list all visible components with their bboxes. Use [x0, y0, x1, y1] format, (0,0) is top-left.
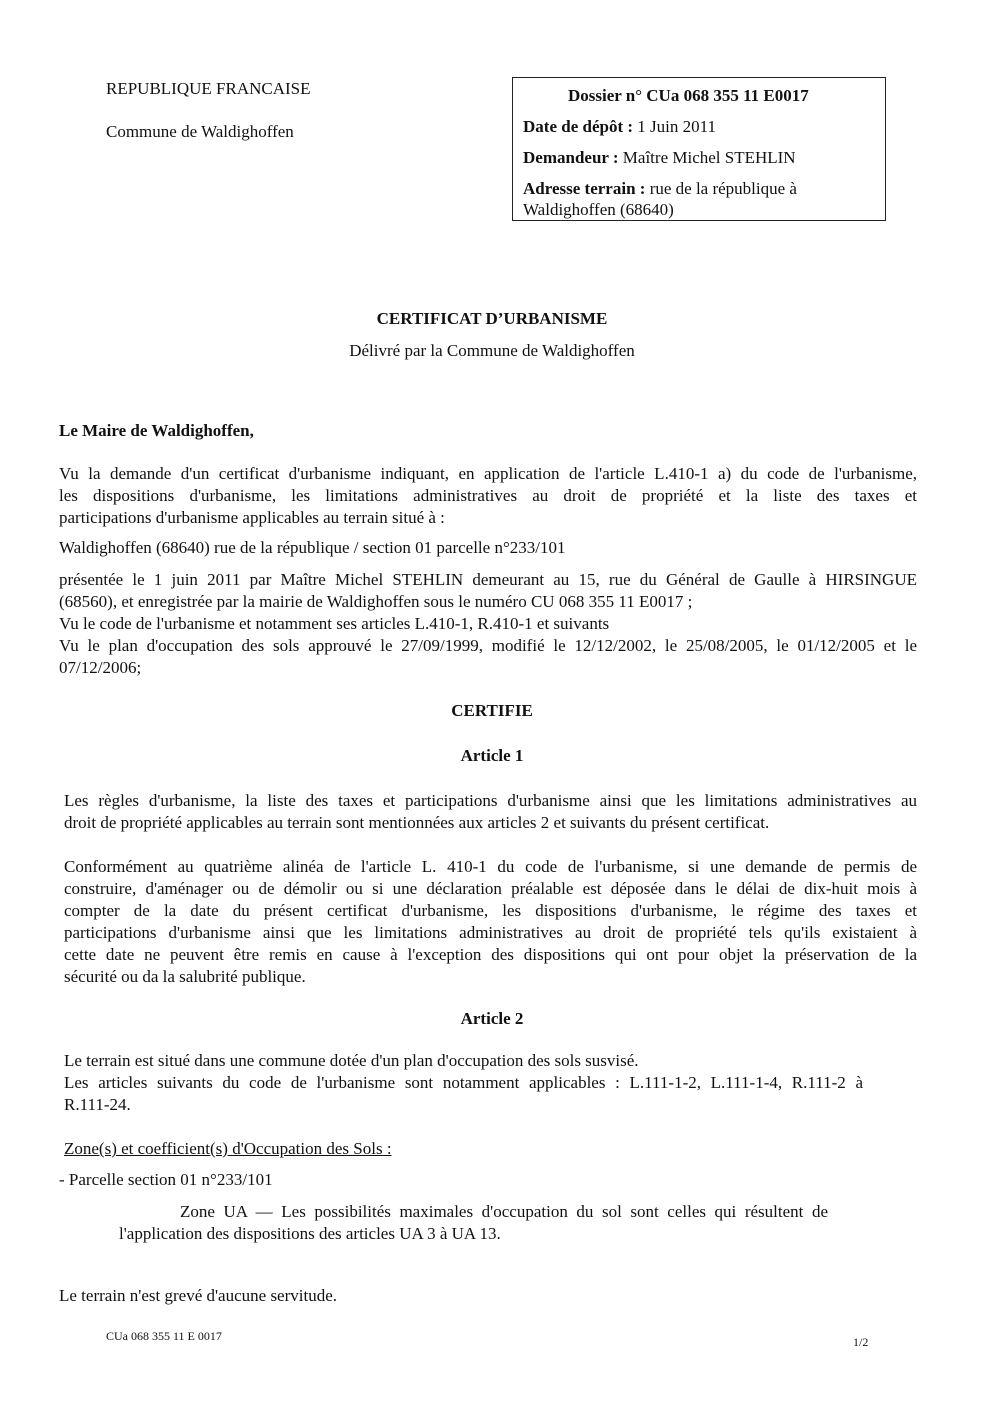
article-1-line: construire, d'aménager ou de démolir ou si une déclaration préalable est déposée dans le délai de dix-huit mois à	[64, 879, 917, 898]
presentee-line: Vu le code de l'urbanisme et notamment ses articles L.410-1, R.410-1 et suivants	[59, 614, 610, 633]
date-depot	[523, 117, 716, 137]
article-1-heading: Article 1	[460, 746, 524, 765]
adresse-value: rue de la république à	[645, 179, 797, 198]
adresse-terrain	[523, 179, 797, 199]
parcelle-item: - Parcelle section 01 n°233/101	[59, 1170, 273, 1189]
presentee-line: 07/12/2006;	[59, 658, 142, 677]
page-number: 1/2	[853, 1335, 869, 1349]
demandeur-label: Demandeur :	[523, 148, 619, 167]
dossier-number: Dossier n° CUa 068 355 11 E0017	[568, 86, 809, 105]
certificate-subtitle: Délivré par la Commune de Waldighoffen	[349, 341, 635, 360]
article-1-line: cette date ne peuvent être remis en cause à l'exception des dispositions qui ont pour objet la préservation de la	[64, 945, 917, 964]
zone-line: l'application des dispositions des articles UA 3 à UA 13.	[119, 1224, 501, 1243]
article-1-line: sécurité ou da la salubrité publique.	[64, 967, 306, 986]
date-depot-label: Date de dépôt :	[523, 117, 634, 136]
demandeur-value: Maître Michel STEHLIN	[618, 148, 796, 167]
article-1-line: Conformément au quatrième alinéa de l'article L. 410-1 du code de l'urbanisme, si une demande de permis de	[64, 857, 917, 876]
commune-label: Commune de Waldighoffen	[106, 122, 294, 141]
vu-line: participations d'urbanisme applicables au terrain situé à :	[59, 508, 445, 527]
vu-line: Vu la demande d'un certificat d'urbanisme indiquant, en application de l'article L.410-1 a) du code de l'urbanisme,	[59, 464, 917, 483]
article-1-line: droit de propriété applicables au terrain sont mentionnées aux articles 2 et suivants du présent certificat.	[64, 813, 770, 832]
demandeur	[523, 148, 796, 168]
article-1-line: compter de la date du présent certificat d'urbanisme, les dispositions d'urbanisme, le régime des taxes et	[64, 901, 917, 920]
maire-heading: Le Maire de Waldighoffen,	[59, 421, 254, 440]
certificate-title: CERTIFICAT D’URBANISME	[376, 309, 608, 328]
republic-label: REPUBLIQUE FRANCAISE	[106, 79, 311, 98]
date-depot-value: 1 Juin 2011	[633, 117, 716, 136]
servitude-text: Le terrain n'est grevé d'aucune servitude.	[59, 1286, 338, 1305]
adresse-line2: Waldighoffen (68640)	[523, 200, 674, 219]
article-2-heading: Article 2	[460, 1009, 524, 1028]
presentee-line: (68560), et enregistrée par la mairie de Waldighoffen sous le numéro CU 068 355 11 E0017 ;	[59, 592, 693, 611]
article-1-line: participations d'urbanisme ainsi que les limitations administratives au droit de propriété tels qu'ils existaient à	[64, 923, 917, 942]
presentee-line: Vu le plan d'occupation des sols approuvé le 27/09/1999, modifié le 12/12/2002, le 25/08/2005, le 01/12/2005 et le	[59, 636, 917, 655]
certifie-heading: CERTIFIE	[451, 701, 533, 720]
zone-line: Zone UA — Les possibilités maximales d'occupation du sol sont celles qui résultent de	[180, 1202, 828, 1221]
adresse-label: Adresse terrain :	[523, 179, 646, 198]
vu-line: les dispositions d'urbanisme, les limitations administratives au droit de propriété et la liste des taxes et	[59, 486, 917, 505]
article-2-line: Le terrain est situé dans une commune dotée d'un plan d'occupation des sols susvisé.	[64, 1051, 639, 1070]
article-1-line: Les règles d'urbanisme, la liste des taxes et participations d'urbanisme ainsi que les limitations administratives au	[64, 791, 917, 810]
dossier-box	[512, 77, 886, 221]
article-2-line: Les articles suivants du code de l'urbanisme sont notamment applicables : L.111-1-2, L.111-1-4, R.111-2 à	[64, 1073, 863, 1092]
footer-reference: CUa 068 355 11 E 0017	[106, 1329, 222, 1343]
article-2-line: R.111-24.	[64, 1095, 131, 1114]
zones-heading: Zone(s) et coefficient(s) d'Occupation des Sols :	[64, 1139, 392, 1158]
presentee-line: présentée le 1 juin 2011 par Maître Michel STEHLIN demeurant au 15, rue du Général de Gaulle à HIRSINGUE	[59, 570, 917, 589]
terrain-address: Waldighoffen (68640) rue de la république / section 01 parcelle n°233/101	[59, 538, 566, 557]
